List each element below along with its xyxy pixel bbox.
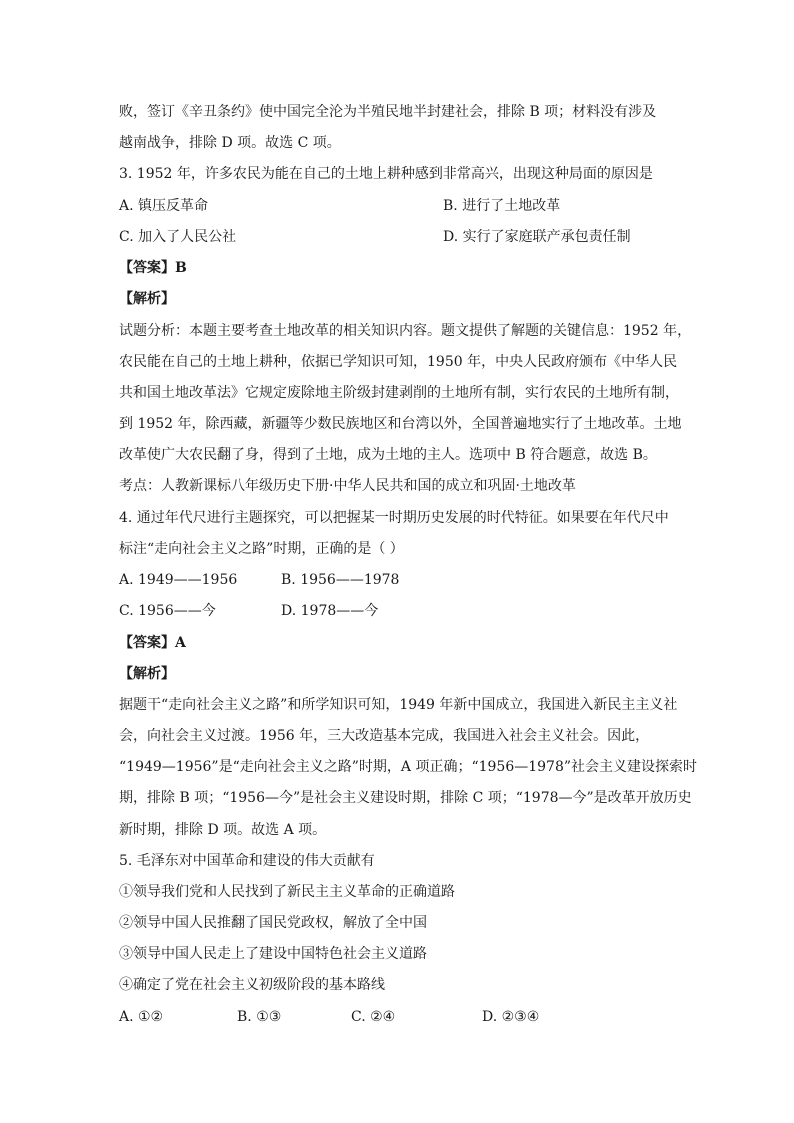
- question-3-stem: 3. 1952 年，许多农民为能在自己的土地上耕种感到非常高兴，出现这种局面的原因是: [119, 166, 653, 182]
- q4-option-c: C. 1956——今: [119, 603, 216, 619]
- q3-analysis-line: 试题分析：本题主要考查土地改革的相关知识内容。题文提供了解题的关键信息：1952 年，: [119, 323, 692, 339]
- carryover-line: 败，签订《辛丑条约》使中国完全沦为半殖民地半封建社会，排除 B 项；材料没有涉及: [119, 104, 657, 120]
- q5-option-c: C. ②④: [351, 1009, 396, 1025]
- q3-analysis-label: 【解析】: [119, 291, 175, 307]
- q5-item: ③领导中国人民走上了建设中国特色社会主义道路: [119, 946, 427, 962]
- q3-analysis-line: 农民能在自己的土地上耕种，依据已学知识可知，1950 年，中央人民政府颁布《中华人民: [119, 354, 678, 370]
- q3-option-c: C. 加入了人民公社: [119, 229, 237, 245]
- question-4-stem: 标注“走向社会主义之路”时期，正确的是（ ）: [119, 541, 404, 557]
- q4-analysis-label: 【解析】: [119, 666, 175, 682]
- question-5-stem: 5. 毛泽东对中国革命和建设的伟大贡献有: [119, 853, 375, 869]
- q4-analysis-line: 会，向社会主义过渡。1956 年，三大改造基本完成，我国进入社会主义社会。因此，: [119, 728, 650, 744]
- q4-analysis-line: 新时期，排除 D 项。故选 A 项。: [119, 822, 327, 838]
- q5-item: ②领导中国人民推翻了国民党政权，解放了全中国: [119, 915, 427, 931]
- q5-option-a: A. ①②: [119, 1009, 164, 1025]
- q4-option-b: B. 1956——1978: [281, 572, 400, 588]
- carryover-line: 越南战争，排除 D 项。故选 C 项。: [119, 135, 341, 151]
- q3-analysis-line: 到 1952 年，除西藏，新疆等少数民族地区和台湾以外，全国普遍地实行了土地改革。土地: [119, 416, 682, 432]
- q5-item: ①领导我们党和人民找到了新民主主义革命的正确道路: [119, 884, 455, 900]
- q3-answer: 【答案】B: [119, 260, 187, 276]
- q3-exam-point: 考点：人教新课标八年级历史下册·中华人民共和国的成立和巩固·土地改革: [119, 478, 576, 494]
- q5-option-b: B. ①③: [237, 1009, 282, 1025]
- q3-analysis-line: 改革使广大农民翻了身，得到了土地，成为土地的主人。选项中 B 符合题意，故选 B。: [119, 447, 657, 463]
- q3-option-b: B. 进行了土地改革: [443, 198, 561, 214]
- q4-answer: 【答案】A: [119, 635, 186, 651]
- q3-analysis-line: 共和国土地改革法》它规定废除地主阶级封建剥削的土地所有制，实行农民的土地所有制，: [119, 385, 679, 401]
- q5-option-d: D. ②③④: [482, 1009, 540, 1025]
- q4-analysis-line: 期，排除 B 项；“1956—今”是社会主义建设时期，排除 C 项；“1978—今”是改革开放历史: [119, 790, 692, 806]
- q4-analysis-line: “1949—1956”是“走向社会主义之路”时期，A 项正确；“1956—1978”社会主义建设探索时: [119, 759, 698, 775]
- q3-option-d: D. 实行了家庭联产承包责任制: [443, 229, 631, 245]
- q3-option-a: A. 镇压反革命: [119, 198, 209, 214]
- q4-analysis-line: 据题干“走向社会主义之路”和所学知识可知，1949 年新中国成立，我国进入新民主主义社: [119, 697, 678, 713]
- q4-option-a: A. 1949——1956: [119, 572, 238, 588]
- q4-option-d: D. 1978——今: [281, 603, 379, 619]
- q5-item: ④确定了党在社会主义初级阶段的基本路线: [119, 977, 385, 993]
- question-4-stem: 4. 通过年代尺进行主题探究，可以把握某一时期历史发展的时代特征。如果要在年代尺中: [119, 510, 669, 526]
